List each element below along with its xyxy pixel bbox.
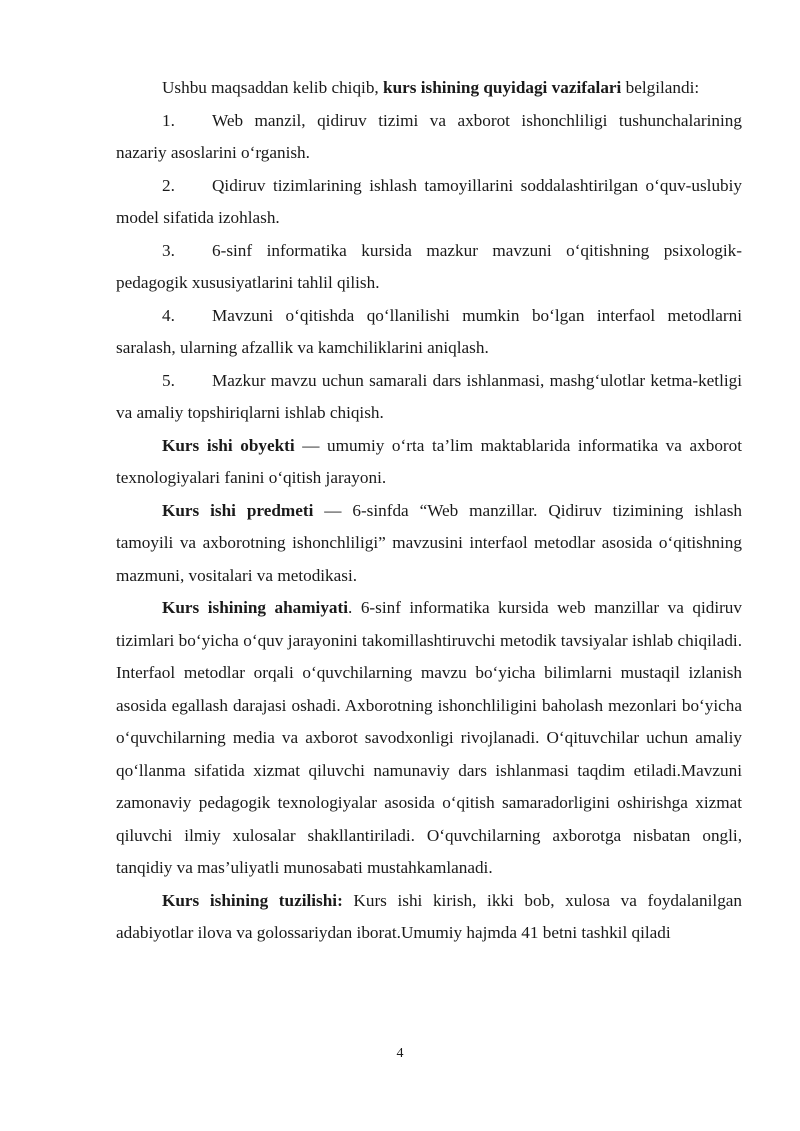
list-item [116, 170, 742, 235]
intro-bold: kurs ishining quyidagi vazifalari [383, 78, 622, 97]
page-number: 4 [396, 1046, 404, 1061]
list-item-number: 5. [162, 370, 175, 390]
object-heading: Kurs ishi obyekti [162, 435, 295, 455]
list-item-number: 4. [162, 305, 175, 325]
intro-paragraph [116, 72, 742, 105]
list-item [116, 235, 742, 300]
page-body [116, 72, 742, 950]
object-paragraph [116, 430, 742, 495]
list-item [116, 365, 742, 430]
subject-heading: Kurs ishi predmeti [162, 500, 314, 520]
importance-heading: Kurs ishining ahamiyati [162, 598, 349, 617]
list-item [116, 300, 742, 365]
list-item-text: Web manzil, qidiruv tizimi va axborot ishonchliligi tushunchalarining nazariy asoslarini o‘rganish. [116, 110, 742, 162]
list-item-text: Mavzuni o‘qitishda qo‘llanilishi mumkin bo‘lgan interfaol metodlarni saralash, ularning afzallik va kamchiliklarini aniqlash. [116, 305, 742, 357]
intro-lead: Ushbu maqsaddan kelib chiqib, [162, 78, 379, 97]
list-item-text: Mazkur mavzu uchun samarali dars ishlanmasi, mashg‘ulotlar ketma-ketligi va amaliy topshiriqlarni ishlab chiqish. [116, 370, 742, 422]
list-item-number: 3. [162, 240, 175, 260]
structure-heading: Kurs ishining tuzilishi: [162, 890, 343, 910]
object-text: — umumiy o‘rta ta’lim maktablarida informatika va axborot texnologiyalari fanini o‘qitish jarayoni. [116, 435, 743, 487]
subject-text: — 6-sinfda “Web manzillar. Qidiruv tizimining ishlash tamoyili va axborotning ishonchliligi” mavzusini interfaol metodlar asosida o‘qitishning mazmuni, vositalari va metodikasi. [116, 500, 742, 585]
importance-paragraph [116, 592, 742, 885]
structure-paragraph [116, 885, 742, 950]
subject-paragraph [116, 495, 742, 593]
list-item-text: 6-sinf informatika kursida mazkur mavzuni o‘qitishning psixologik-pedagogik xususiyatlarini tahlil qilish. [116, 240, 742, 292]
list-item [116, 105, 742, 170]
structure-text: Kurs ishi kirish, ikki bob, xulosa va foydalanilgan adabiyotlar ilova va golossariydan iborat.Umumiy hajmda 41 betni tashkil qiladi [116, 890, 743, 942]
importance-text: . 6-sinf informatika kursida web manzillar va qidiruv tizimlari bo‘yicha o‘quv jarayonini takomillashtiruvchi metodik tavsiyalar ishlab chiqiladi. Interfaol metodlar orqali o‘quvchilarning mavzu bo‘yicha bilimlarni mustaqil izlanish asosida egallash darajasi oshadi. Axborotning ishonchliligini baholash mezonlari bo‘yicha o‘quvchilarning media va axborot savodxonligi rivojlanadi. O‘qituvchilar uchun amaliy qo‘llanma sifatida xizmat qiluvchi namunaviy dars ishlanmasi taqdim etiladi.Mavzuni zamonaviy pedagogik texnologiyalar asosida o‘qitish samaradorligini oshirishga xizmat qiluvchi ilmiy xulosalar shakllantiriladi. O‘quvchilarning axborotga nisbatan ongli, tanqidiy va mas’uliyatli munosabati mustahkamlanadi. [116, 598, 742, 877]
list-item-number: 1. [162, 110, 175, 130]
list-item-number: 2. [162, 175, 175, 195]
list-item-text: Qidiruv tizimlarining ishlash tamoyillarini soddalashtirilgan o‘quv-uslubiy model sifatida izohlash. [116, 175, 742, 227]
intro-rest: belgilandi: [621, 78, 700, 97]
task-list [116, 105, 742, 430]
